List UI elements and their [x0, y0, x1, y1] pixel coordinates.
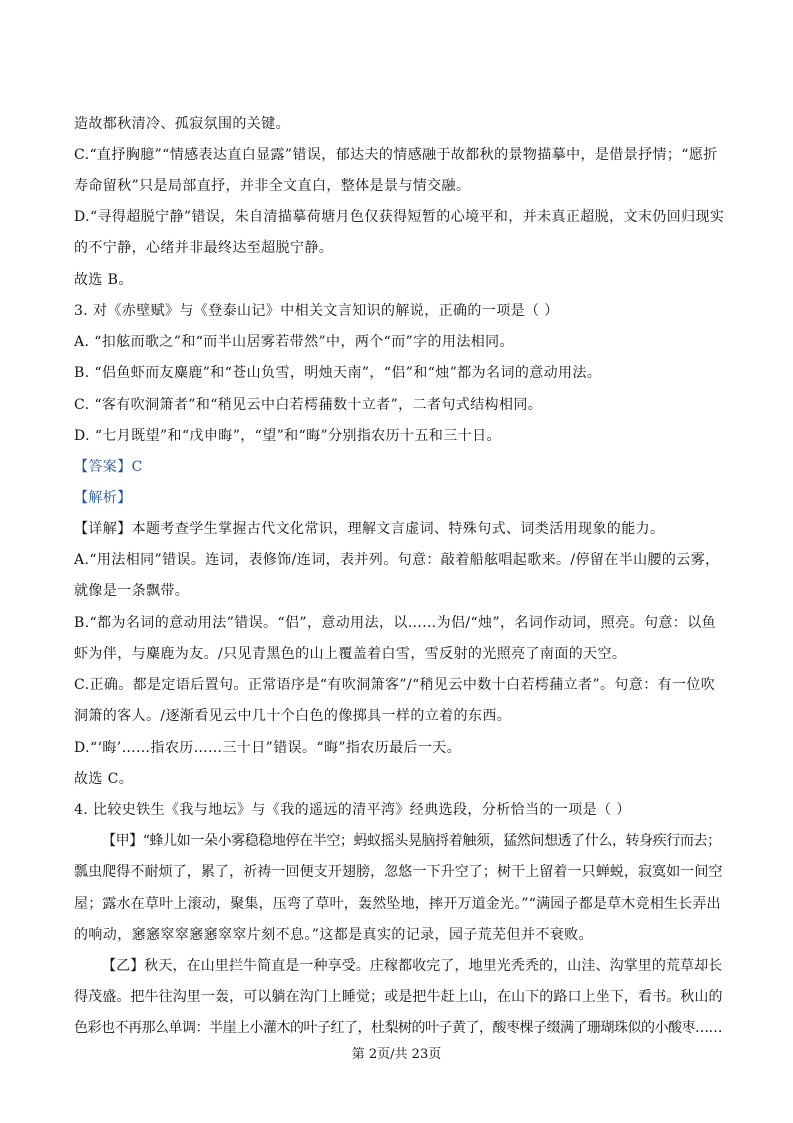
text-line: 虾为伴，与麋鹿为友。/只见青黑色的山上覆盖着白雪，雪反射的光照亮了南面的天空。: [74, 646, 627, 662]
text-line: 色彩也不再那么单调：半崖上小灌木的叶子红了，杜梨树的叶子黄了，酸枣棵子缀满了珊瑚珠似的小酸枣……: [74, 1020, 722, 1036]
option-a: A. “扣舷而歌之”和“而半山居雾若带然”中，两个“而”字的用法相同。: [74, 334, 514, 350]
text-line: B.“都为名词的意动用法”错误。“侣”，意动用法，以……为侣/“烛”，名词作动词，照亮。句意：以鱼: [74, 615, 716, 631]
text-line: 瓢虫爬得不耐烦了，累了，祈祷一回便支开翅膀，忽悠一下升空了；树干上留着一只蝉蜕，寂寞如一间空: [74, 864, 723, 880]
option-c: C. “客有吹洞箫者”和“稍见云中白若樗蒱数十立者”，二者句式结构相同。: [74, 397, 543, 413]
text-line: 寿命留秋”只是局部直抒，并非全文直白，整体是景与情交融。: [74, 178, 471, 194]
text-line: 得茂盛。把牛往沟里一轰，可以躺在沟门上睡觉；或是把牛赶上山，在山下的路口上坐下，看书。秋山的: [74, 989, 723, 1005]
text-line: C.正确。都是定语后置句。正常语序是“有吹洞箫客”/“稍见云中数十白若樗蒱立者”。句意：有一位吹: [74, 677, 716, 693]
question-4-stem: 4. 比较史铁生《我与地坛》与《我的遥远的清平湾》经典选段，分析恰当的一项是（ ）: [74, 802, 631, 818]
text-line: C.“直抒胸臆”“情感表达直白显露”错误，郁达夫的情感融于故都秋的景物描摹中，是借景抒情；“愿折: [74, 147, 718, 163]
text-line: 屋；露水在草叶上滚动，聚集，压弯了草叶，轰然坠地，摔开万道金光。”“满园子都是草木竞相生长弄出: [74, 896, 721, 912]
text-line: 【详解】本题考查学生掌握古代文化常识，理解文言虚词、特殊句式、词类活用现象的能力。: [74, 521, 665, 537]
page-footer: 第 2页/共 23页: [351, 1047, 442, 1062]
text-line: D.“‘晦’……指农历……三十日”错误。“晦”指农历最后一天。: [74, 740, 462, 756]
text-line: 就像是一条飘带。: [74, 583, 190, 599]
question-3-stem: 3. 对《赤壁赋》与《登泰山记》中相关文言知识的解说，正确的一项是（ ）: [74, 303, 559, 319]
text-line: 故选 B。: [74, 272, 133, 288]
answer-label: 【答案】C: [74, 459, 143, 475]
passage-yi: 【乙】秋天，在山里拦牛简直是一种享受。庄稼都收完了，地里光秃秃的，山洼、沟掌里的荒草却长: [102, 958, 723, 974]
option-d: D. “七月既望”和“戊申晦”，“望”和“晦”分别指农历十五和三十日。: [74, 428, 501, 444]
passage-jia: 【甲】“蜂儿如一朵小雾稳稳地停在半空；蚂蚁摇头晃脑捋着触须，猛然间想透了什么，转身疾行而去；: [102, 833, 721, 849]
text-line: A.“用法相同”错误。连词，表修饰/连词，表并列。句意：敲着船舷唱起歌来。/停留在半山腰的云雾，: [74, 552, 720, 568]
text-line: 的响动，窸窸窣窣窸窸窣窣片刻不息。”这都是真实的记录，园子荒芜但并不衰败。: [74, 927, 593, 943]
text-line: D.“寻得超脱宁静”错误，朱自清描摹荷塘月色仅获得短暂的心境平和，并未真正超脱，文末仍回归现实: [74, 209, 725, 225]
text-line: 的不宁静，心绪并非最终达至超脱宁静。: [74, 240, 334, 256]
text-line: 洞箫的客人。/逐渐看见云中几十个白色的像掷具一样的立着的东西。: [74, 708, 512, 724]
text-line: 故选 C。: [74, 771, 134, 787]
text-line: 造故都秋清冷、孤寂氛围的关键。: [74, 116, 290, 132]
analysis-label: 【解析】: [74, 490, 132, 506]
option-b: B. “侣鱼虾而友麋鹿”和“苍山负雪，明烛天南”，“侣”和“烛”都为名词的意动用法。: [74, 365, 602, 381]
